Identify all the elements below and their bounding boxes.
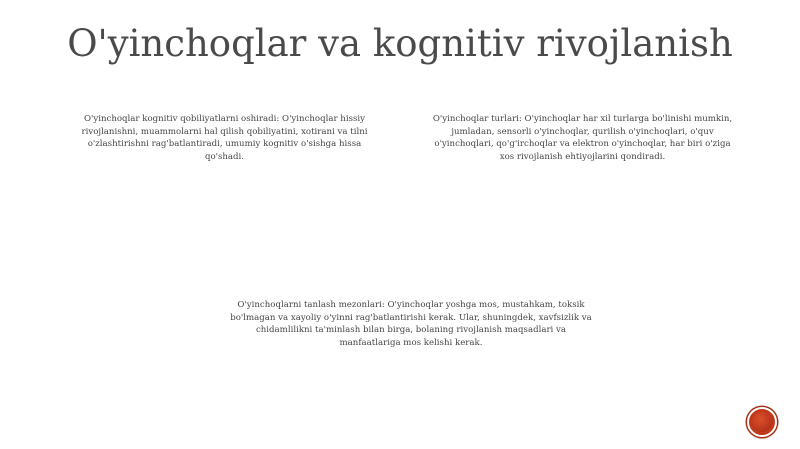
circle-nav-icon	[752, 412, 772, 432]
slide-title: O'yinchoqlar va kognitiv rivojlanish	[67, 22, 733, 65]
paragraph-toy-types: O'yinchoqlar turlari: O'yinchoqlar har xil turlarga bo'linishi mumkin, jumladan, sensorli o'yinchoqlar, qurilish o'yinchoqlari, o'quv o'yinchoqlari, qo'g'irchoqlar va elektron o'yinchoqlar, har biri o'ziga xos rivojlanish ehtiyojlarini qondiradi.	[432, 114, 733, 162]
slide-nav-button[interactable]	[747, 407, 777, 437]
paragraph-cognitive-abilities: O'yinchoqlar kognitiv qobiliyatlarni oshiradi: O'yinchoqlar hissiy rivojlanishni, muammolarni hal qilish qobiliyatini, xotirani va tilni o'zlashtirishni rag'batlantiradi, umumiy kognitiv o'sishga hissa qo'shadi.	[81, 114, 368, 162]
paragraph-selection-criteria: O'yinchoqlarni tanlash mezonlari: O'yinchoqlar yoshga mos, mustahkam, toksik bo'lmagan va xayoliy o'yinni rag'batlantirishi kerak. Ular, shuningdek, xavfsizlik va chidamlilikni ta'minlash bilan birga, bolaning rivojlanish maqsadlari va manfaatlariga mos kelishi kerak.	[230, 300, 592, 348]
